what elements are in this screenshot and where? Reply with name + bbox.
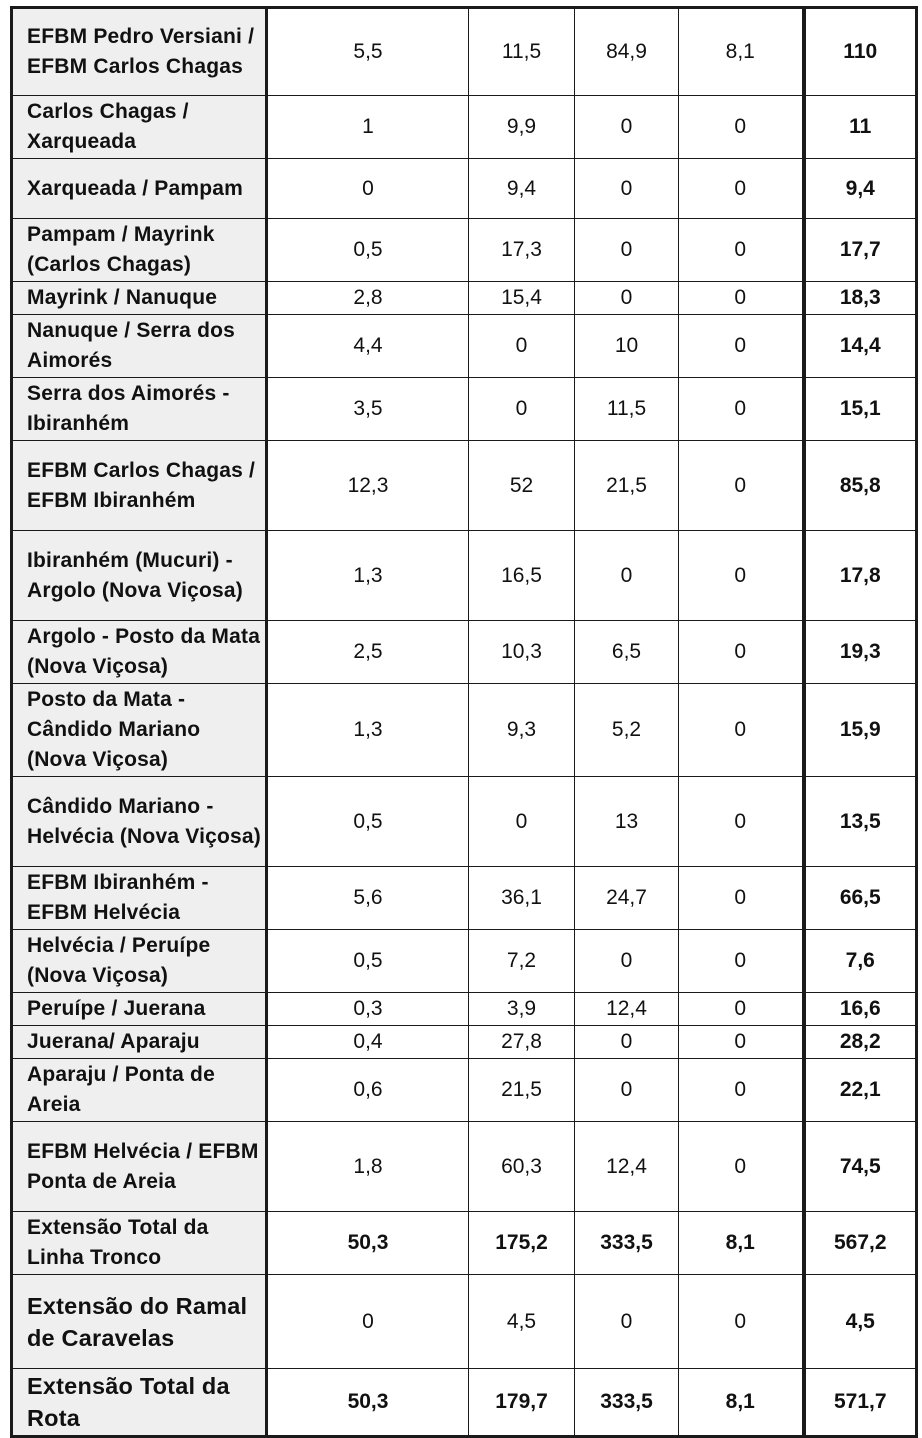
value-cell: 0 (679, 159, 804, 219)
value-cell: 0 (679, 1275, 804, 1369)
value-cell: 0 (679, 993, 804, 1026)
value-cell: 0 (575, 1026, 679, 1059)
value-cell: 0 (575, 930, 679, 993)
value-cell: 60,3 (469, 1122, 575, 1212)
value-cell: 0 (575, 159, 679, 219)
value-cell: 17,3 (469, 219, 575, 282)
segment-name: Juerana/ Aparaju (12, 1026, 267, 1059)
value-cell: 10,3 (469, 621, 575, 684)
value-cell: 3,9 (469, 993, 575, 1026)
value-cell: 21,5 (575, 441, 679, 531)
value-cell: 1,3 (267, 531, 469, 621)
value-cell: 333,5 (575, 1212, 679, 1275)
value-cell: 5,2 (575, 684, 679, 777)
row-total: 16,6 (804, 993, 917, 1026)
value-cell: 0 (679, 1026, 804, 1059)
value-cell: 0 (575, 96, 679, 159)
segment-name: Peruípe / Juerana (12, 993, 267, 1026)
value-cell: 11,5 (575, 378, 679, 441)
table-row (12, 867, 917, 930)
table-row (12, 441, 917, 531)
value-cell: 8,1 (679, 1212, 804, 1275)
table-row (12, 219, 917, 282)
value-cell: 0 (469, 315, 575, 378)
table-row (12, 777, 917, 867)
value-cell: 0,4 (267, 1026, 469, 1059)
value-cell: 50,3 (267, 1369, 469, 1437)
value-cell: 0 (575, 219, 679, 282)
value-cell: 52 (469, 441, 575, 531)
value-cell: 0 (679, 96, 804, 159)
table-row (12, 1122, 917, 1212)
table-row (12, 531, 917, 621)
segment-name: Helvécia / Peruípe (Nova Viçosa) (12, 930, 267, 993)
value-cell: 0 (679, 219, 804, 282)
value-cell: 0 (679, 621, 804, 684)
value-cell: 0 (469, 378, 575, 441)
value-cell: 0 (575, 1059, 679, 1122)
value-cell: 13 (575, 777, 679, 867)
row-total: 15,9 (804, 684, 917, 777)
table-row (12, 8, 917, 96)
table-row (12, 1026, 917, 1059)
value-cell: 16,5 (469, 531, 575, 621)
table-row (12, 1059, 917, 1122)
row-total: 4,5 (804, 1275, 917, 1369)
row-total: 17,7 (804, 219, 917, 282)
value-cell: 0,6 (267, 1059, 469, 1122)
value-cell: 7,2 (469, 930, 575, 993)
value-cell: 0 (267, 159, 469, 219)
value-cell: 8,1 (679, 1369, 804, 1437)
segment-name: EFBM Pedro Versiani / EFBM Carlos Chagas (12, 8, 267, 96)
value-cell: 4,5 (469, 1275, 575, 1369)
value-cell: 1,3 (267, 684, 469, 777)
value-cell: 1,8 (267, 1122, 469, 1212)
value-cell: 3,5 (267, 378, 469, 441)
segment-name: EFBM Ibiranhém - EFBM Helvécia (12, 867, 267, 930)
row-total: 17,8 (804, 531, 917, 621)
table-row (12, 96, 917, 159)
value-cell: 0 (679, 1122, 804, 1212)
row-total: 567,2 (804, 1212, 917, 1275)
segment-name: Carlos Chagas / Xarqueada (12, 96, 267, 159)
segment-name: Serra dos Aimorés - Ibiranhém (12, 378, 267, 441)
value-cell: 0 (679, 1059, 804, 1122)
row-total: 9,4 (804, 159, 917, 219)
value-cell: 0 (679, 441, 804, 531)
segment-name: Nanuque / Serra dos Aimorés (12, 315, 267, 378)
row-total: 18,3 (804, 282, 917, 315)
value-cell: 0 (679, 684, 804, 777)
row-total: 571,7 (804, 1369, 917, 1437)
value-cell: 0 (679, 282, 804, 315)
segment-name: Ibiranhém (Mucuri) - Argolo (Nova Viçosa) (12, 531, 267, 621)
value-cell: 179,7 (469, 1369, 575, 1437)
value-cell: 12,3 (267, 441, 469, 531)
value-cell: 0,5 (267, 219, 469, 282)
value-cell: 6,5 (575, 621, 679, 684)
table-row (12, 930, 917, 993)
segment-name: Extensão Total da Rota (12, 1369, 267, 1437)
table-row-total (12, 1369, 917, 1437)
row-total: 28,2 (804, 1026, 917, 1059)
value-cell: 12,4 (575, 993, 679, 1026)
value-cell: 0,3 (267, 993, 469, 1026)
segment-name: Pampam / Mayrink (Carlos Chagas) (12, 219, 267, 282)
table-row-total (12, 1275, 917, 1369)
value-cell: 9,4 (469, 159, 575, 219)
value-cell: 11,5 (469, 8, 575, 96)
value-cell: 0 (679, 378, 804, 441)
row-total: 74,5 (804, 1122, 917, 1212)
table-row (12, 315, 917, 378)
value-cell: 0 (469, 777, 575, 867)
value-cell: 5,5 (267, 8, 469, 96)
segment-name: Mayrink / Nanuque (12, 282, 267, 315)
value-cell: 0,5 (267, 930, 469, 993)
value-cell: 10 (575, 315, 679, 378)
value-cell: 0 (679, 531, 804, 621)
row-total: 7,6 (804, 930, 917, 993)
value-cell: 0 (575, 531, 679, 621)
value-cell: 24,7 (575, 867, 679, 930)
table-row (12, 621, 917, 684)
table-row (12, 159, 917, 219)
value-cell: 50,3 (267, 1212, 469, 1275)
table-row (12, 684, 917, 777)
value-cell: 175,2 (469, 1212, 575, 1275)
value-cell: 1 (267, 96, 469, 159)
value-cell: 2,5 (267, 621, 469, 684)
value-cell: 84,9 (575, 8, 679, 96)
value-cell: 0 (679, 777, 804, 867)
value-cell: 333,5 (575, 1369, 679, 1437)
value-cell: 5,6 (267, 867, 469, 930)
value-cell: 2,8 (267, 282, 469, 315)
row-total: 110 (804, 8, 917, 96)
value-cell: 9,3 (469, 684, 575, 777)
segment-name: EFBM Carlos Chagas / EFBM Ibiranhém (12, 441, 267, 531)
row-total: 22,1 (804, 1059, 917, 1122)
value-cell: 0 (679, 867, 804, 930)
segment-name: Aparaju / Ponta de Areia (12, 1059, 267, 1122)
row-total: 13,5 (804, 777, 917, 867)
value-cell: 0 (679, 930, 804, 993)
value-cell: 0 (575, 1275, 679, 1369)
row-total: 66,5 (804, 867, 917, 930)
row-total: 15,1 (804, 378, 917, 441)
value-cell: 15,4 (469, 282, 575, 315)
table-row-total (12, 1212, 917, 1275)
row-total: 85,8 (804, 441, 917, 531)
value-cell: 21,5 (469, 1059, 575, 1122)
value-cell: 8,1 (679, 8, 804, 96)
value-cell: 0 (575, 282, 679, 315)
value-cell: 9,9 (469, 96, 575, 159)
value-cell: 0 (267, 1275, 469, 1369)
segment-name: Xarqueada / Pampam (12, 159, 267, 219)
segment-name: Argolo - Posto da Mata (Nova Viçosa) (12, 621, 267, 684)
value-cell: 0,5 (267, 777, 469, 867)
table-row (12, 282, 917, 315)
row-total: 14,4 (804, 315, 917, 378)
segment-name: Extensão Total da Linha Tronco (12, 1212, 267, 1275)
table-row (12, 378, 917, 441)
segment-name: Extensão do Ramal de Caravelas (12, 1275, 267, 1369)
value-cell: 27,8 (469, 1026, 575, 1059)
segment-name: Posto da Mata - Cândido Mariano (Nova Viçosa) (12, 684, 267, 777)
value-cell: 4,4 (267, 315, 469, 378)
row-total: 19,3 (804, 621, 917, 684)
value-cell: 0 (679, 315, 804, 378)
table-row (12, 993, 917, 1026)
value-cell: 12,4 (575, 1122, 679, 1212)
segment-name: EFBM Helvécia / EFBM Ponta de Areia (12, 1122, 267, 1212)
segment-name: Cândido Mariano - Helvécia (Nova Viçosa) (12, 777, 267, 867)
route-extension-table (10, 6, 918, 1438)
value-cell: 36,1 (469, 867, 575, 930)
row-total: 11 (804, 96, 917, 159)
